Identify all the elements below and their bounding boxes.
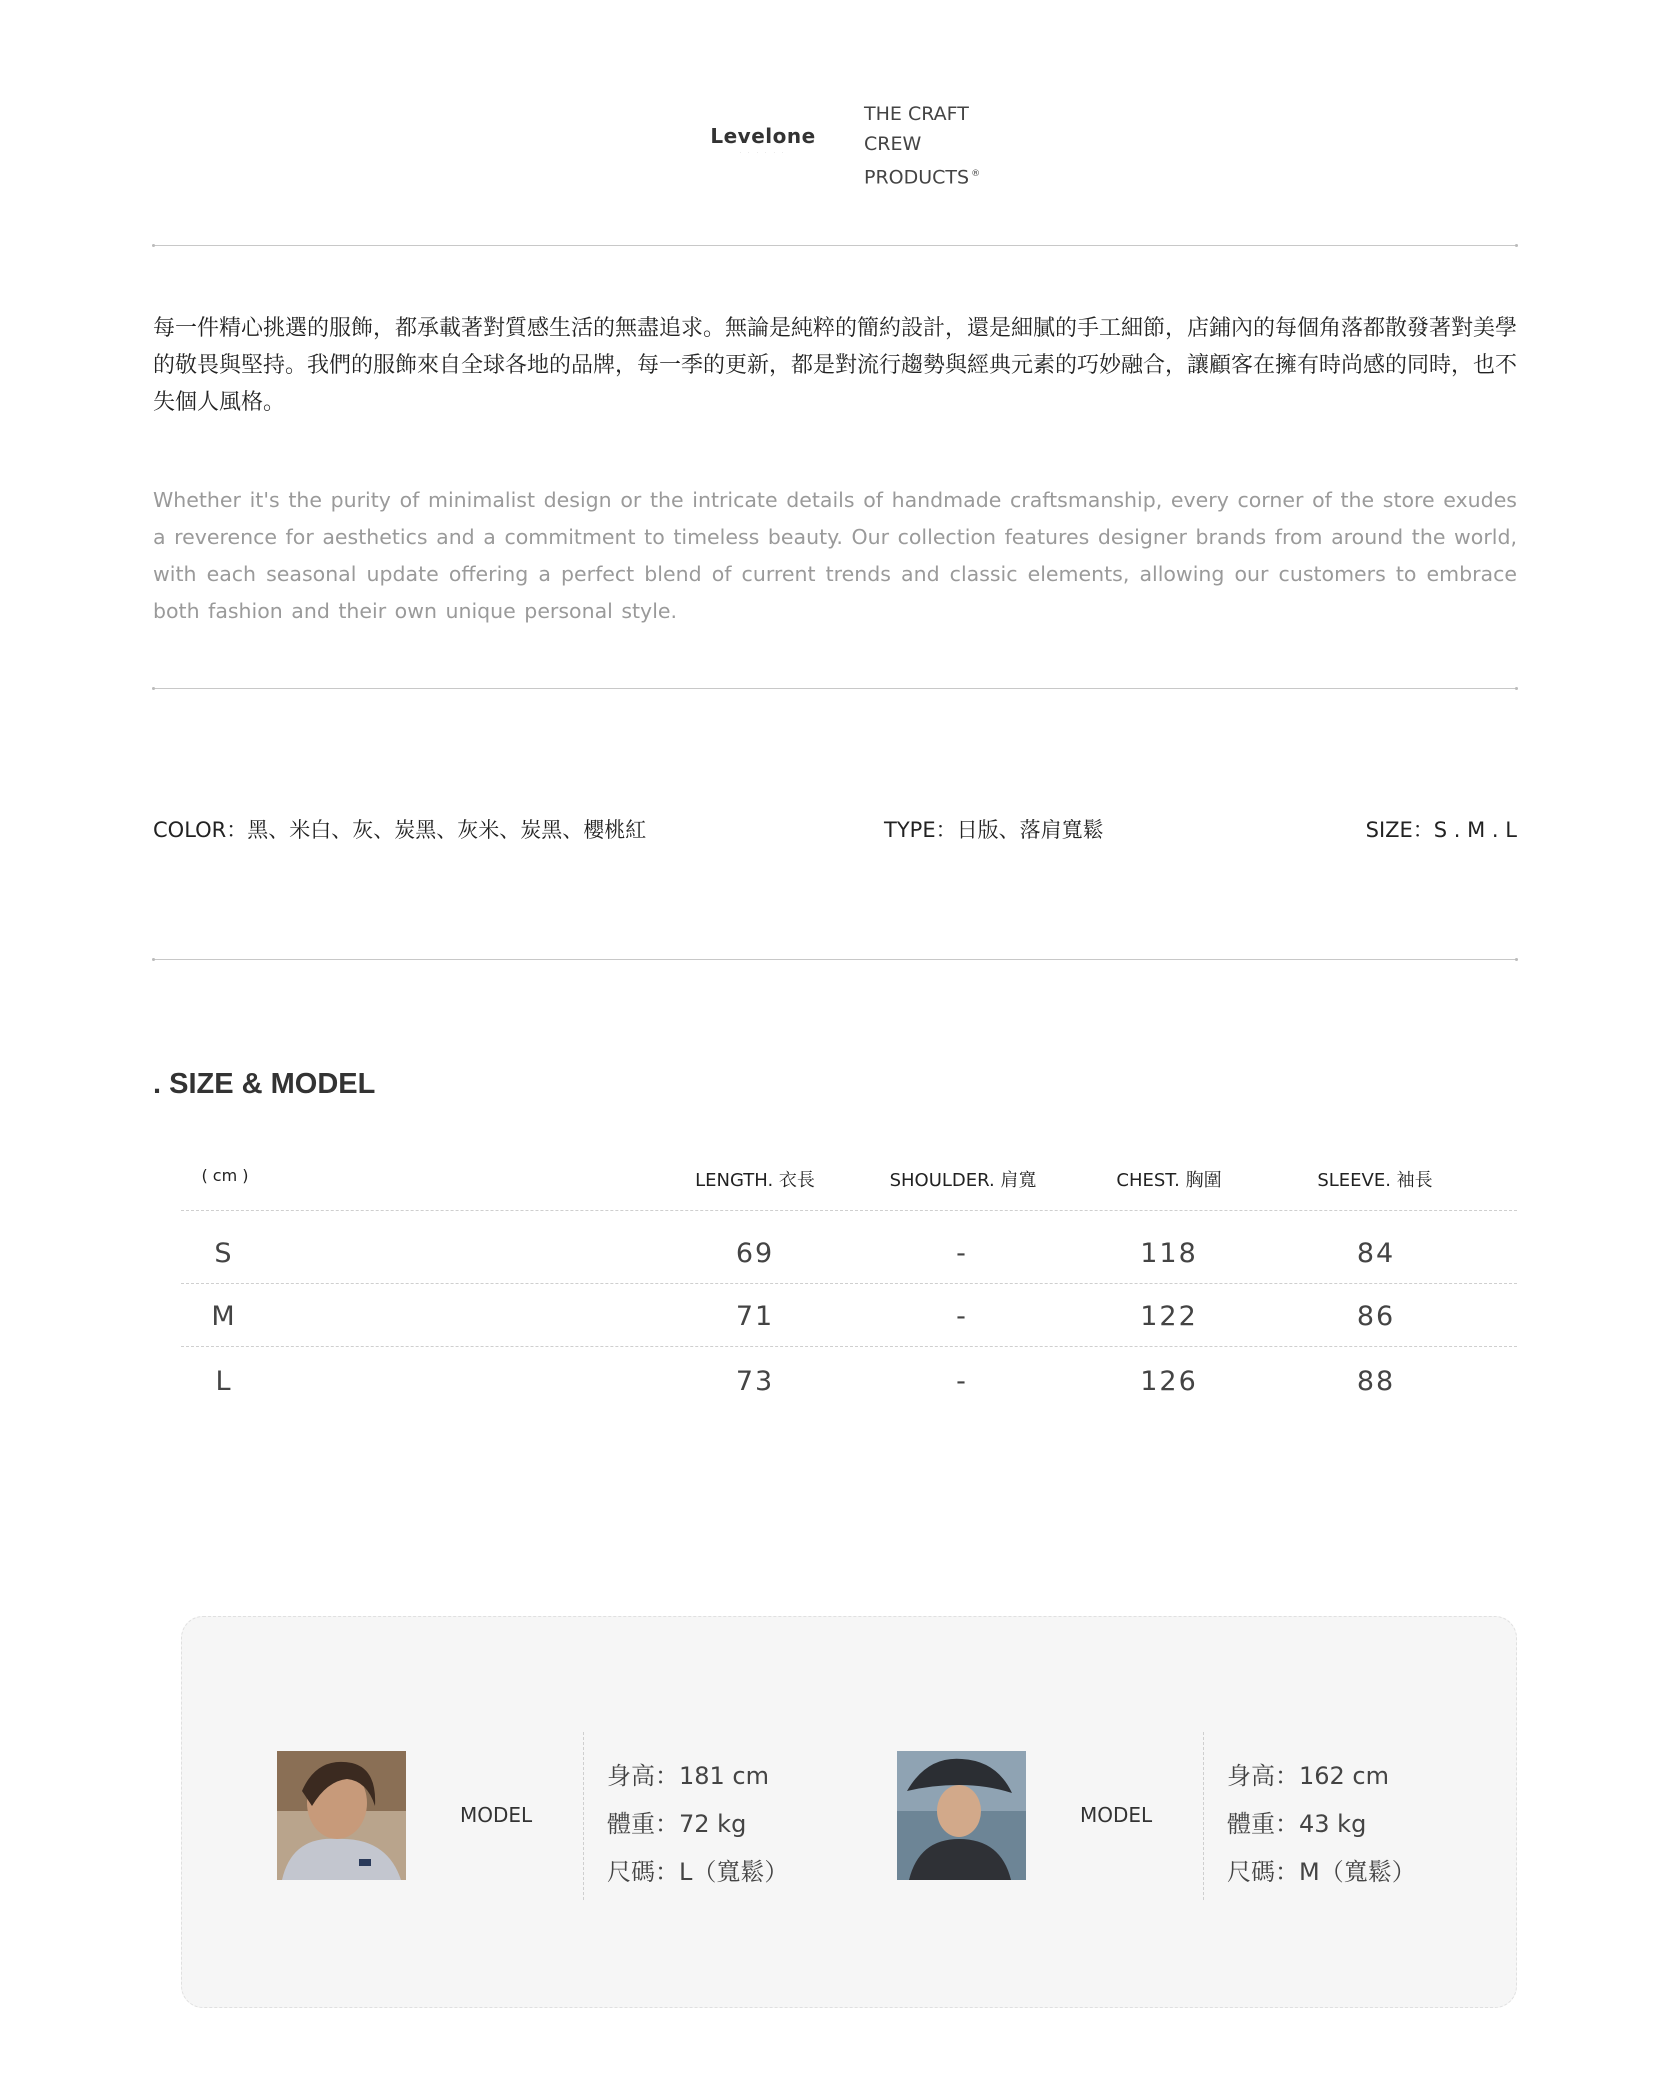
cell-shoulder: -: [956, 1301, 968, 1332]
model-weight-1: 體重：72 kg: [607, 1810, 747, 1838]
header-length: LENGTH. 衣長: [695, 1170, 815, 1191]
model-photo-1: [277, 1751, 406, 1880]
divider-1: [153, 245, 1517, 246]
model-divider-2: [1203, 1732, 1204, 1900]
size-label-s: S: [214, 1238, 234, 1269]
cell-sleeve: 86: [1356, 1301, 1396, 1332]
table-divider: [181, 1346, 1517, 1347]
cell-length: 71: [735, 1301, 775, 1332]
intro-english: Whether it's the purity of minimalist design or the intricate details of handmade craftsmanship, every corner of the store exudes a reverence for aesthetics and a commitment to timeless beauty. Our collection features designer brands from around the world, with each seasonal update offering a perfect blend of current trends and classic elements, allowing our customers to embrace both fashion and their own unique personal style.: [153, 488, 1517, 623]
cell-chest: 122: [1140, 1301, 1198, 1332]
tagline-line-1: THE CRAFT: [864, 103, 969, 125]
model-size-1: 尺碼：L（寬鬆）: [607, 1858, 789, 1886]
tagline-line-3: [864, 164, 980, 187]
cell-length: 73: [735, 1366, 775, 1397]
header-shoulder: SHOULDER. 肩寬: [889, 1170, 1037, 1191]
spec-type: TYPE：日版、落肩寬鬆: [884, 818, 1104, 842]
model-height-1: 身高：181 cm: [607, 1762, 770, 1790]
registered-mark: ®: [971, 169, 981, 179]
cell-chest: 126: [1140, 1366, 1198, 1397]
unit-label: ( cm ): [201, 1166, 249, 1185]
model-size-2: 尺碼：M（寬鬆）: [1227, 1858, 1416, 1886]
cell-chest: 118: [1140, 1238, 1198, 1269]
size-label-l: L: [215, 1366, 233, 1397]
spec-size: SIZE：S . M . L: [1365, 818, 1517, 842]
model-height-2: 身高：162 cm: [1227, 1762, 1390, 1790]
cell-sleeve: 84: [1356, 1238, 1396, 1269]
table-divider: [181, 1210, 1517, 1211]
cell-shoulder: -: [956, 1366, 968, 1397]
spec-color: COLOR：黑、米白、灰、炭黑、灰米、炭黑、櫻桃紅: [153, 818, 647, 842]
cell-length: 69: [735, 1238, 775, 1269]
cell-shoulder: -: [956, 1238, 968, 1269]
table-divider: [181, 1283, 1517, 1284]
divider-2: [153, 688, 1517, 689]
model-photo-2-illustration: [897, 1751, 1026, 1880]
cell-sleeve: 88: [1356, 1366, 1396, 1397]
model-photo-1-illustration: [277, 1751, 406, 1880]
size-label-m: M: [211, 1301, 237, 1332]
brand-logo: Levelone: [710, 124, 816, 148]
model-label-1: MODEL: [460, 1803, 533, 1827]
header-chest: CHEST. 胸圍: [1116, 1170, 1222, 1191]
section-title: . SIZE & MODEL: [153, 1068, 376, 1100]
intro-chinese: 每一件精心挑選的服飾，都承載著對質感生活的無盡追求。無論是純粹的簡約設計，還是細膩的手工細節，店鋪內的每個角落都散發著對美學的敬畏與堅持。我們的服飾來自全球各地的品牌，每一季的更新，都是對流行趨勢與經典元素的巧妙融合，讓顧客在擁有時尚感的同時，也不失個人風格。: [153, 316, 1518, 415]
brand-logo-subline: · · · · · ·: [739, 150, 787, 155]
tagline-line-3-text: PRODUCTS: [864, 166, 970, 189]
divider-3: [153, 959, 1517, 960]
model-divider-1: [583, 1732, 584, 1900]
model-weight-2: 體重：43 kg: [1227, 1810, 1367, 1838]
model-photo-2: [897, 1751, 1026, 1880]
model-label-2: MODEL: [1080, 1803, 1153, 1827]
header-sleeve: SLEEVE. 袖長: [1317, 1170, 1433, 1191]
tagline-line-2: CREW: [864, 133, 922, 155]
